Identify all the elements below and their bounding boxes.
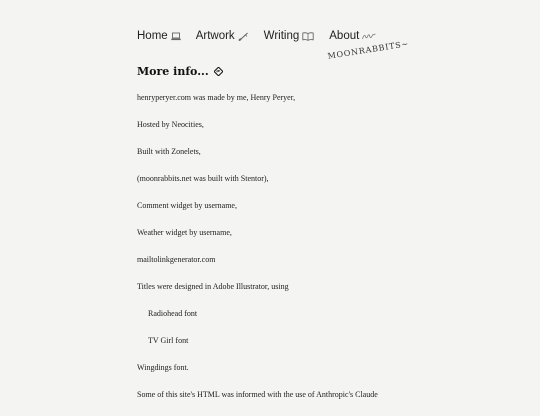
nav-home-label: Home [137, 30, 168, 42]
paintbrush-icon [238, 32, 249, 41]
credit-line: Some of this site's HTML was informed with the use of Anthropic's Claude [137, 390, 378, 399]
nav-home-link[interactable] [137, 30, 181, 42]
laptop-icon [171, 32, 181, 41]
credit-line: Hosted by Neocities, [137, 120, 204, 129]
credit-line-font: TV Girl font [148, 336, 189, 345]
page-title-text: More info... [137, 65, 209, 78]
diamond-arrow-icon [214, 67, 223, 76]
credits-list [137, 92, 437, 416]
credit-line: Built with Zonelets, [137, 147, 201, 156]
credit-line: Titles were designed in Adobe Illustrator, using [137, 282, 289, 291]
logo-flourish: ~ [400, 39, 410, 50]
credit-line: Weather widget by username, [137, 228, 232, 237]
main-nav [137, 30, 391, 42]
nav-writing-label: Writing [263, 30, 300, 42]
credit-line: Comment widget by username, [137, 201, 237, 210]
open-book-icon [302, 32, 314, 41]
credit-line: (moonrabbits.net was built with Stentor), [137, 174, 269, 183]
site-logo [327, 39, 410, 61]
nav-writing-link[interactable] [264, 30, 315, 42]
nav-artwork-label: Artwork [195, 30, 235, 42]
logo-text: MOONRABBITS [327, 40, 403, 61]
credit-line-font: Radiohead font [148, 309, 198, 318]
signature-icon [362, 32, 376, 41]
nav-about-link[interactable] [329, 30, 376, 42]
credit-line: henryperyer.com was made by me, Henry Peryer, [137, 93, 296, 102]
nav-about-label: About [329, 30, 360, 42]
page-title [137, 65, 223, 78]
credit-line: Wingdings font. [137, 363, 189, 372]
credit-line: mailtolinkgenerator.com [137, 255, 216, 264]
nav-artwork-link[interactable] [196, 30, 249, 42]
